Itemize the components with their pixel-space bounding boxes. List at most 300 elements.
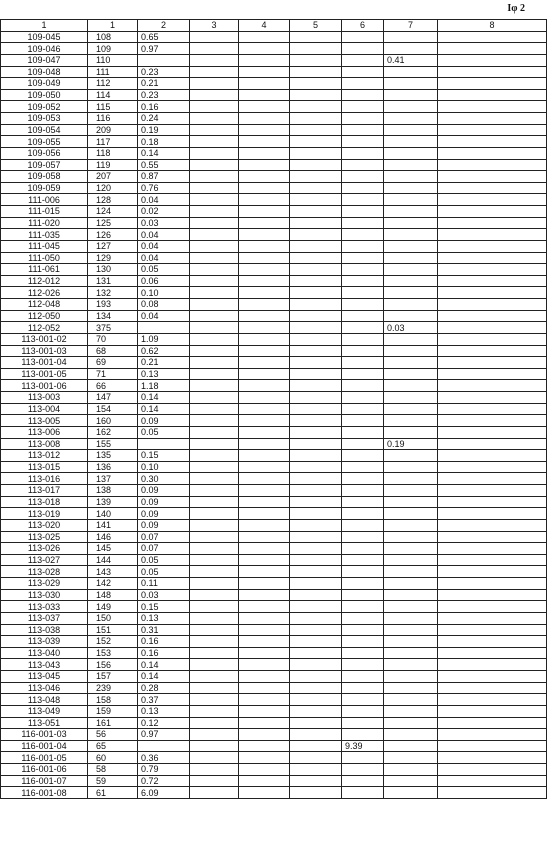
col4-cell <box>239 43 290 55</box>
parcel-code-cell: 111-015 <box>1 206 88 218</box>
col6-value-cell <box>342 612 384 624</box>
area-value-cell: 0.13 <box>138 368 190 380</box>
column-header: 7 <box>384 20 438 32</box>
table-row <box>1 78 547 90</box>
parcel-code-cell: 113-028 <box>1 566 88 578</box>
parcel-code-cell: 113-001-05 <box>1 368 88 380</box>
col6-value-cell <box>342 101 384 113</box>
area-value-cell: 0.31 <box>138 624 190 636</box>
col5-cell <box>290 612 342 624</box>
area-value-cell: 0.04 <box>138 252 190 264</box>
parcel-code-cell: 113-005 <box>1 415 88 427</box>
table-row <box>1 496 547 508</box>
col4-cell <box>239 612 290 624</box>
parcel-code-cell: 116-001-05 <box>1 752 88 764</box>
header-row <box>1 20 547 32</box>
col8-cell <box>438 171 547 183</box>
col5-cell <box>290 624 342 636</box>
col8-cell <box>438 345 547 357</box>
col3-cell <box>190 264 239 276</box>
col5-cell <box>290 729 342 741</box>
col4-cell <box>239 310 290 322</box>
col5-cell <box>290 485 342 497</box>
table-row <box>1 101 547 113</box>
col7-value-cell <box>384 124 438 136</box>
serial-number-cell: 143 <box>88 566 138 578</box>
table-row <box>1 159 547 171</box>
serial-number-cell: 154 <box>88 403 138 415</box>
col8-cell <box>438 124 547 136</box>
serial-number-cell: 161 <box>88 717 138 729</box>
area-value-cell: 0.04 <box>138 240 190 252</box>
col4-cell <box>239 31 290 43</box>
col8-cell <box>438 659 547 671</box>
col5-cell <box>290 647 342 659</box>
col6-value-cell <box>342 508 384 520</box>
col6-value-cell <box>342 217 384 229</box>
col7-value-cell: 0.03 <box>384 322 438 334</box>
col4-cell <box>239 578 290 590</box>
serial-number-cell: 68 <box>88 345 138 357</box>
col3-cell <box>190 113 239 125</box>
col8-cell <box>438 357 547 369</box>
col7-value-cell <box>384 554 438 566</box>
col8-cell <box>438 682 547 694</box>
table-row <box>1 729 547 741</box>
col6-value-cell <box>342 647 384 659</box>
col4-cell <box>239 496 290 508</box>
col7-value-cell <box>384 473 438 485</box>
col7-value-cell <box>384 182 438 194</box>
col5-cell <box>290 578 342 590</box>
col6-value-cell <box>342 287 384 299</box>
col4-cell <box>239 659 290 671</box>
table-row <box>1 740 547 752</box>
table-body <box>1 31 547 798</box>
parcel-code-cell: 113-003 <box>1 392 88 404</box>
col3-cell <box>190 531 239 543</box>
col7-value-cell <box>384 508 438 520</box>
table-row <box>1 345 547 357</box>
col7-value-cell <box>384 578 438 590</box>
area-value-cell <box>138 54 190 66</box>
table-row <box>1 647 547 659</box>
col7-value-cell <box>384 392 438 404</box>
col7-value-cell <box>384 543 438 555</box>
col4-cell <box>239 403 290 415</box>
col4-cell <box>239 438 290 450</box>
area-value-cell: 0.04 <box>138 194 190 206</box>
area-value-cell <box>138 438 190 450</box>
col4-cell <box>239 147 290 159</box>
col8-cell <box>438 78 547 90</box>
col7-value-cell <box>384 275 438 287</box>
area-value-cell: 0.16 <box>138 647 190 659</box>
col5-cell <box>290 671 342 683</box>
area-value-cell: 1.09 <box>138 333 190 345</box>
col8-cell <box>438 566 547 578</box>
col4-cell <box>239 764 290 776</box>
parcel-code-cell: 116-001-04 <box>1 740 88 752</box>
col3-cell <box>190 636 239 648</box>
col4-cell <box>239 171 290 183</box>
col7-value-cell <box>384 299 438 311</box>
area-value-cell: 1.18 <box>138 380 190 392</box>
parcel-code-cell: 109-055 <box>1 136 88 148</box>
parcel-code-cell: 113-038 <box>1 624 88 636</box>
area-value-cell: 0.16 <box>138 101 190 113</box>
serial-number-cell: 108 <box>88 31 138 43</box>
serial-number-cell: 146 <box>88 531 138 543</box>
col5-cell <box>290 392 342 404</box>
col7-value-cell <box>384 682 438 694</box>
parcel-code-cell: 113-020 <box>1 519 88 531</box>
col6-value-cell <box>342 624 384 636</box>
col6-value-cell <box>342 601 384 613</box>
table-row <box>1 380 547 392</box>
serial-number-cell: 115 <box>88 101 138 113</box>
col6-value-cell <box>342 496 384 508</box>
col6-value-cell <box>342 89 384 101</box>
col7-value-cell <box>384 485 438 497</box>
area-value-cell: 6.09 <box>138 787 190 799</box>
serial-number-cell: 124 <box>88 206 138 218</box>
col3-cell <box>190 461 239 473</box>
col5-cell <box>290 252 342 264</box>
area-value-cell: 0.23 <box>138 89 190 101</box>
table-row <box>1 415 547 427</box>
area-value-cell: 0.02 <box>138 206 190 218</box>
col6-value-cell <box>342 636 384 648</box>
col6-value-cell <box>342 415 384 427</box>
col4-cell <box>239 426 290 438</box>
col3-cell <box>190 496 239 508</box>
col6-value-cell <box>342 682 384 694</box>
area-value-cell: 0.09 <box>138 485 190 497</box>
serial-number-cell: 239 <box>88 682 138 694</box>
parcel-code-cell: 109-057 <box>1 159 88 171</box>
area-value-cell: 0.15 <box>138 450 190 462</box>
col8-cell <box>438 694 547 706</box>
col8-cell <box>438 554 547 566</box>
col6-value-cell <box>342 147 384 159</box>
col4-cell <box>239 415 290 427</box>
col4-cell <box>239 392 290 404</box>
area-value-cell: 0.36 <box>138 752 190 764</box>
parcel-code-cell: 109-048 <box>1 66 88 78</box>
col6-value-cell <box>342 113 384 125</box>
col6-value-cell <box>342 543 384 555</box>
serial-number-cell: 152 <box>88 636 138 648</box>
column-header: 2 <box>138 20 190 32</box>
parcel-code-cell: 111-061 <box>1 264 88 276</box>
col5-cell <box>290 240 342 252</box>
col6-value-cell <box>342 438 384 450</box>
table-row <box>1 764 547 776</box>
col8-cell <box>438 333 547 345</box>
parcel-code-cell: 109-059 <box>1 182 88 194</box>
col8-cell <box>438 589 547 601</box>
col4-cell <box>239 740 290 752</box>
col4-cell <box>239 705 290 717</box>
col3-cell <box>190 740 239 752</box>
col7-value-cell <box>384 636 438 648</box>
col4-cell <box>239 508 290 520</box>
serial-number-cell: 145 <box>88 543 138 555</box>
col7-value-cell <box>384 764 438 776</box>
col3-cell <box>190 566 239 578</box>
col3-cell <box>190 787 239 799</box>
col8-cell <box>438 438 547 450</box>
col4-cell <box>239 252 290 264</box>
parcel-code-cell: 113-030 <box>1 589 88 601</box>
col5-cell <box>290 31 342 43</box>
col7-value-cell <box>384 78 438 90</box>
col3-cell <box>190 357 239 369</box>
col5-cell <box>290 89 342 101</box>
serial-number-cell: 69 <box>88 357 138 369</box>
col6-value-cell <box>342 671 384 683</box>
serial-number-cell: 114 <box>88 89 138 101</box>
col6-value-cell <box>342 519 384 531</box>
col7-value-cell <box>384 240 438 252</box>
col7-value-cell <box>384 694 438 706</box>
parcel-code-cell: 109-053 <box>1 113 88 125</box>
parcel-code-cell: 109-056 <box>1 147 88 159</box>
col7-value-cell <box>384 206 438 218</box>
parcel-code-cell: 113-019 <box>1 508 88 520</box>
col8-cell <box>438 54 547 66</box>
col3-cell <box>190 368 239 380</box>
col6-value-cell <box>342 310 384 322</box>
col3-cell <box>190 705 239 717</box>
col8-cell <box>438 496 547 508</box>
col8-cell <box>438 612 547 624</box>
col5-cell <box>290 705 342 717</box>
col6-value-cell <box>342 333 384 345</box>
table-row <box>1 519 547 531</box>
area-value-cell: 0.06 <box>138 275 190 287</box>
parcel-code-cell: 112-012 <box>1 275 88 287</box>
serial-number-cell: 128 <box>88 194 138 206</box>
col6-value-cell <box>342 194 384 206</box>
col5-cell <box>290 682 342 694</box>
table-row <box>1 252 547 264</box>
area-value-cell: 0.10 <box>138 461 190 473</box>
col3-cell <box>190 450 239 462</box>
area-value-cell: 0.76 <box>138 182 190 194</box>
col8-cell <box>438 299 547 311</box>
table-row <box>1 787 547 799</box>
col5-cell <box>290 601 342 613</box>
serial-number-cell: 147 <box>88 392 138 404</box>
table-row <box>1 113 547 125</box>
serial-number-cell: 135 <box>88 450 138 462</box>
col3-cell <box>190 554 239 566</box>
col3-cell <box>190 601 239 613</box>
col4-cell <box>239 322 290 334</box>
col5-cell <box>290 531 342 543</box>
col5-cell <box>290 543 342 555</box>
col4-cell <box>239 101 290 113</box>
area-value-cell: 0.72 <box>138 775 190 787</box>
table-row <box>1 450 547 462</box>
col6-value-cell <box>342 717 384 729</box>
col3-cell <box>190 206 239 218</box>
col8-cell <box>438 752 547 764</box>
col4-cell <box>239 682 290 694</box>
col6-value-cell <box>342 729 384 741</box>
area-value-cell: 0.07 <box>138 543 190 555</box>
col6-value-cell <box>342 54 384 66</box>
parcel-code-cell: 113-004 <box>1 403 88 415</box>
col3-cell <box>190 624 239 636</box>
serial-number-cell: 116 <box>88 113 138 125</box>
col3-cell <box>190 717 239 729</box>
area-value-cell: 0.11 <box>138 578 190 590</box>
column-header: 8 <box>438 20 547 32</box>
col4-cell <box>239 601 290 613</box>
col4-cell <box>239 729 290 741</box>
col4-cell <box>239 589 290 601</box>
col4-cell <box>239 787 290 799</box>
col4-cell <box>239 287 290 299</box>
col3-cell <box>190 240 239 252</box>
col6-value-cell <box>342 531 384 543</box>
parcel-code-cell: 109-054 <box>1 124 88 136</box>
col4-cell <box>239 717 290 729</box>
col6-value-cell <box>342 426 384 438</box>
col8-cell <box>438 705 547 717</box>
table-row <box>1 601 547 613</box>
col7-value-cell <box>384 426 438 438</box>
serial-number-cell: 70 <box>88 333 138 345</box>
col6-value-cell <box>342 171 384 183</box>
col3-cell <box>190 66 239 78</box>
col7-value-cell <box>384 194 438 206</box>
col5-cell <box>290 54 342 66</box>
col5-cell <box>290 380 342 392</box>
serial-number-cell: 155 <box>88 438 138 450</box>
col5-cell <box>290 78 342 90</box>
serial-number-cell: 158 <box>88 694 138 706</box>
col4-cell <box>239 694 290 706</box>
area-value-cell: 0.04 <box>138 310 190 322</box>
area-value-cell: 0.65 <box>138 31 190 43</box>
col3-cell <box>190 299 239 311</box>
col5-cell <box>290 636 342 648</box>
col8-cell <box>438 380 547 392</box>
area-value-cell: 0.10 <box>138 287 190 299</box>
page-label: Ιφ 2 <box>507 3 525 14</box>
col3-cell <box>190 31 239 43</box>
col4-cell <box>239 566 290 578</box>
col4-cell <box>239 206 290 218</box>
col5-cell <box>290 206 342 218</box>
col3-cell <box>190 310 239 322</box>
col3-cell <box>190 578 239 590</box>
col3-cell <box>190 89 239 101</box>
col6-value-cell <box>342 659 384 671</box>
col5-cell <box>290 438 342 450</box>
col3-cell <box>190 101 239 113</box>
col5-cell <box>290 496 342 508</box>
col6-value-cell <box>342 322 384 334</box>
serial-number-cell: 141 <box>88 519 138 531</box>
table-row <box>1 147 547 159</box>
col5-cell <box>290 275 342 287</box>
area-value-cell: 0.79 <box>138 764 190 776</box>
serial-number-cell: 110 <box>88 54 138 66</box>
table-row <box>1 624 547 636</box>
area-value-cell: 0.19 <box>138 124 190 136</box>
serial-number-cell: 112 <box>88 78 138 90</box>
parcel-code-cell: 116-001-03 <box>1 729 88 741</box>
col6-value-cell <box>342 775 384 787</box>
col3-cell <box>190 438 239 450</box>
col3-cell <box>190 322 239 334</box>
table-row <box>1 508 547 520</box>
col7-value-cell <box>384 252 438 264</box>
parcel-code-cell: 113-046 <box>1 682 88 694</box>
col3-cell <box>190 78 239 90</box>
area-value-cell: 0.09 <box>138 519 190 531</box>
col6-value-cell: 9.39 <box>342 740 384 752</box>
serial-number-cell: 193 <box>88 299 138 311</box>
area-value-cell: 0.28 <box>138 682 190 694</box>
col8-cell <box>438 159 547 171</box>
parcel-code-cell: 113-051 <box>1 717 88 729</box>
table-row <box>1 717 547 729</box>
col6-value-cell <box>342 182 384 194</box>
parcel-code-cell: 113-008 <box>1 438 88 450</box>
col5-cell <box>290 287 342 299</box>
col7-value-cell <box>384 589 438 601</box>
col7-value-cell <box>384 310 438 322</box>
col7-value-cell <box>384 357 438 369</box>
col6-value-cell <box>342 275 384 287</box>
serial-number-cell: 119 <box>88 159 138 171</box>
col7-value-cell <box>384 740 438 752</box>
col4-cell <box>239 182 290 194</box>
col5-cell <box>290 66 342 78</box>
col4-cell <box>239 54 290 66</box>
col4-cell <box>239 636 290 648</box>
serial-number-cell: 125 <box>88 217 138 229</box>
col3-cell <box>190 729 239 741</box>
table-row <box>1 31 547 43</box>
col8-cell <box>438 775 547 787</box>
area-value-cell: 0.62 <box>138 345 190 357</box>
parcel-code-cell: 113-001-04 <box>1 357 88 369</box>
col7-value-cell <box>384 113 438 125</box>
parcel-code-cell: 113-037 <box>1 612 88 624</box>
col7-value-cell <box>384 496 438 508</box>
serial-number-cell: 207 <box>88 171 138 183</box>
serial-number-cell: 148 <box>88 589 138 601</box>
col7-value-cell <box>384 147 438 159</box>
col6-value-cell <box>342 473 384 485</box>
parcel-code-cell: 112-052 <box>1 322 88 334</box>
col6-value-cell <box>342 124 384 136</box>
parcel-code-cell: 111-006 <box>1 194 88 206</box>
col7-value-cell <box>384 43 438 55</box>
parcel-code-cell: 109-058 <box>1 171 88 183</box>
col3-cell <box>190 589 239 601</box>
area-value-cell: 0.13 <box>138 612 190 624</box>
col3-cell <box>190 647 239 659</box>
serial-number-cell: 59 <box>88 775 138 787</box>
